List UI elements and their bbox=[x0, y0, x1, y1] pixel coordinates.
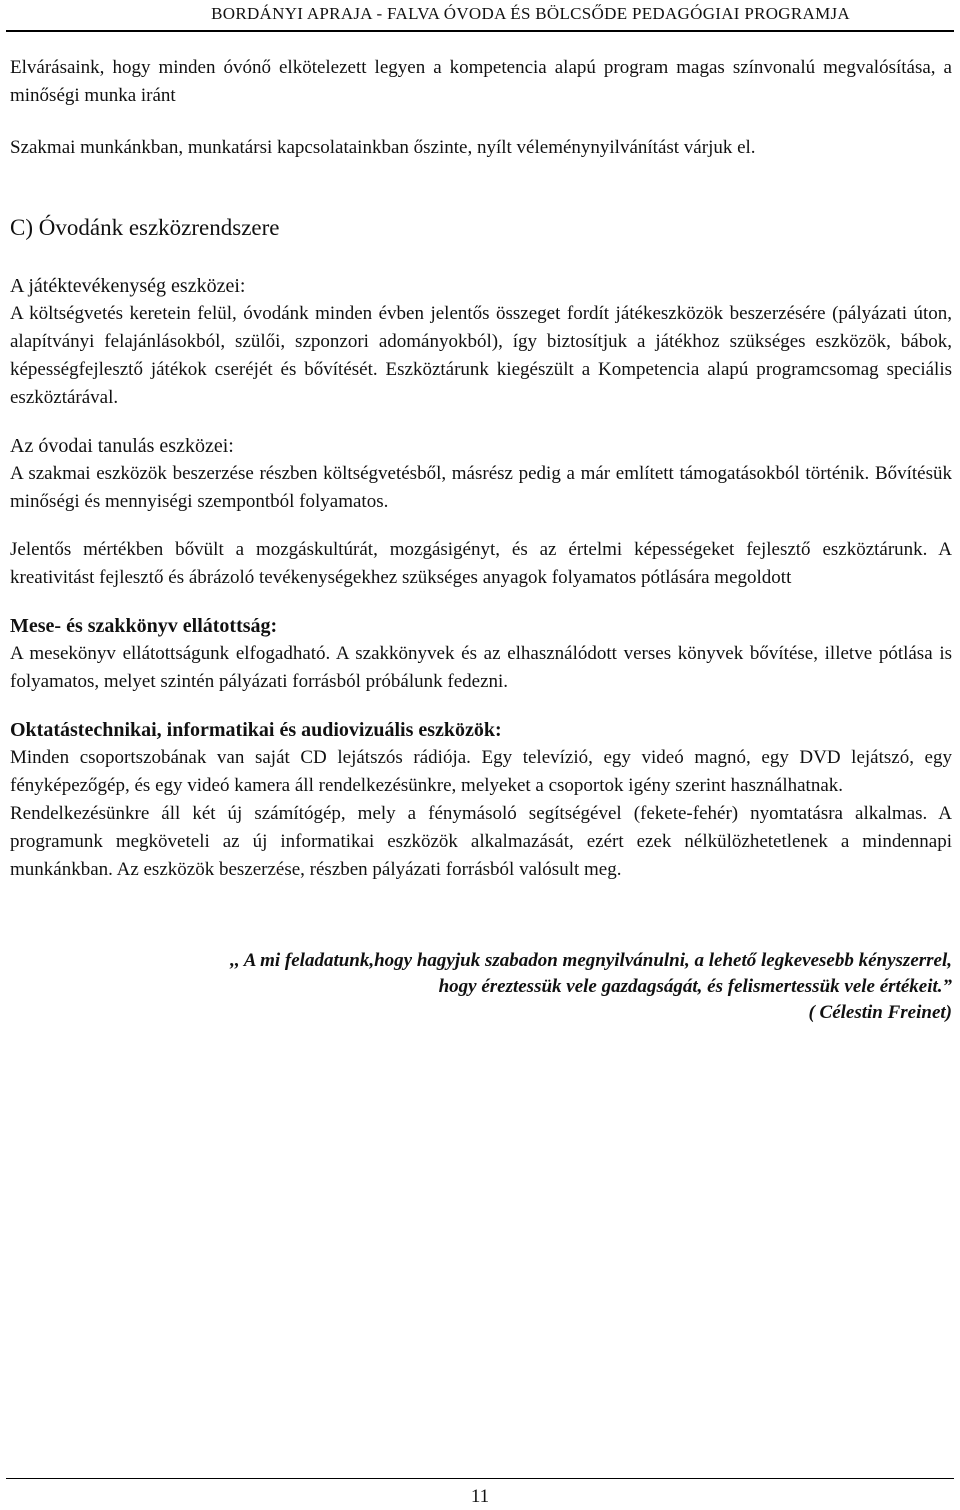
running-header bbox=[0, 0, 960, 34]
header-rule bbox=[6, 30, 954, 32]
edtech-text-2: Rendelkezésünkre áll két új számítógép, mely a fénymásoló segítségével (fekete-fehér) nyomtatásra alkalmas. A programunk megköveteli az új informatikai eszközök alkalmazását, ezért ezek nélkülözhetetlenek a mindennapi munkánkban. Az eszközök beszerzése, részben pályázati forrásból valósult meg. bbox=[10, 803, 952, 880]
section-title: C) Óvodánk eszközrendszere bbox=[10, 215, 280, 240]
edtech-text-1: Minden csoportszobának van saját CD lejátszós rádiója. Egy televízió, egy videó magnó, egy DVD lejátszó, egy fényképezőgép, és egy videó kamera áll rendelkezésünkre, melyeket a csoportok igény szerint használhatnak. bbox=[10, 747, 952, 796]
running-title: BORDÁNYI APRAJA - FALVA ÓVODA ÉS BÖLCSŐDE PEDAGÓGIAI PROGRAMJA bbox=[211, 4, 850, 23]
learning-tools-text-2: Jelentős mértékben bővült a mozgáskultúrát, mozgásigényt, és az értelmi képességeket fejlesztő eszköztárunk. A kreativitást fejlesztő és ábrázoló tevékenységekhez szükséges anyagok folyamatos pótlására megoldott bbox=[10, 539, 952, 588]
books-heading: Mese- és szakkönyv ellátottság: bbox=[10, 615, 278, 637]
learning-tools-text-1: A szakmai eszközök beszerzése részben költségvetésből, másrész pedig a már említett támogatásokból történik. Bővítésük minőségi és mennyiségi szempontból folyamatos. bbox=[10, 463, 952, 512]
learning-tools-heading: Az óvodai tanulás eszközei: bbox=[10, 435, 234, 457]
footer-rule bbox=[6, 1478, 954, 1479]
quote-line-1: ,, A mi feladatunk,hogy hagyjuk szabadon megnyilvánulni, a lehető legkevesebb kényszerrel, bbox=[230, 950, 952, 971]
page-number: 11 bbox=[470, 1486, 490, 1507]
intro-paragraph-1: Elvárásaink, hogy minden óvónő elkötelezett legyen a kompetencia alapú program magas színvonalú megvalósítása, a minőségi munka iránt bbox=[10, 57, 952, 106]
quote-line-2: hogy éreztessük vele gazdagságát, és felismertessük vele értékeit.” bbox=[438, 976, 952, 997]
play-tools-heading: A játéktevékenység eszközei: bbox=[10, 275, 246, 297]
books-text: A mesekönyv ellátottságunk elfogadható. A szakkönyvek és az elhasználódott verses könyvek bővítése, illetve pótlása is folyamatos, melyet szintén pályázati forrásból próbálunk fedezni. bbox=[10, 643, 952, 692]
closing-quote bbox=[10, 948, 952, 1026]
page-body bbox=[10, 54, 952, 1026]
play-tools-text: A költségvetés keretein felül, óvodánk minden évben jelentős összeget fordít játékeszközök beszerzésére (pályázati úton, alapítványi felajánlásokból, szülői, szponzori adományokból), így biztosítjuk a játékhoz szükséges eszközök, bábok, képességfejlesztő játékok cseréjét és bővítését. Eszköztárunk kiegészült a Kompetencia alapú programcsomag speciális eszköztárával. bbox=[10, 303, 952, 408]
quote-attribution: ( Célestin Freinet) bbox=[808, 1002, 952, 1023]
intro-paragraph-2: Szakmai munkánkban, munkatársi kapcsolatainkban őszinte, nyílt véleménynyilvánítást várjuk el. bbox=[10, 137, 756, 158]
edtech-heading: Oktatástechnikai, informatikai és audiovizuális eszközök: bbox=[10, 719, 502, 741]
